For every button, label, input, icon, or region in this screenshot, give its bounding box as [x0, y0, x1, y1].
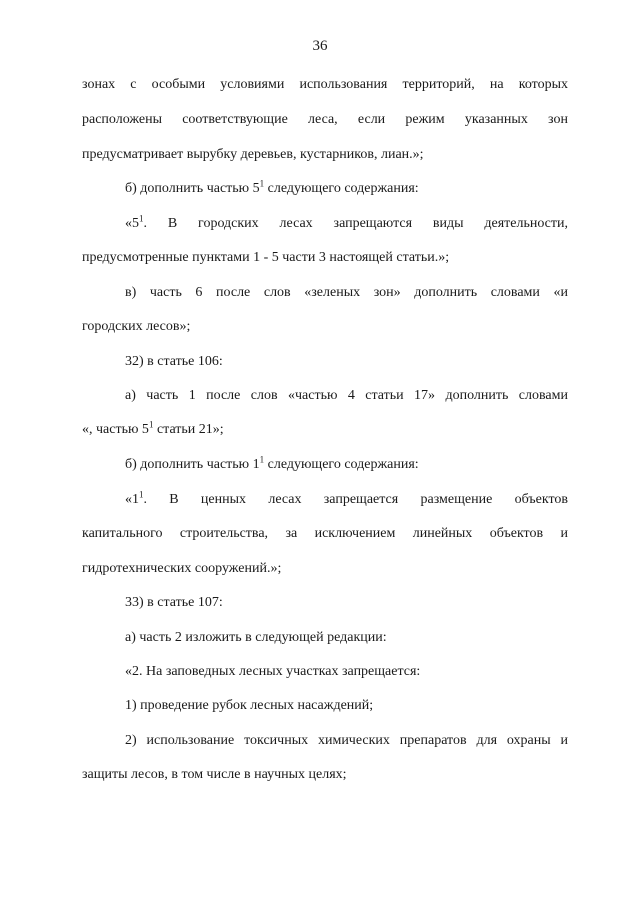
text-fragment: «, частью 5 — [82, 422, 149, 437]
text-line-3: предусматривает вырубку деревьев, кустарников, лиан.»; — [82, 147, 424, 162]
superscript: 1 — [148, 419, 154, 430]
text-line-7: в) часть 6 после слов «зеленых зон» дополнить словами «и — [125, 285, 568, 300]
text-line-4 — [125, 180, 419, 198]
text-line-19: 1) проведение рубок лесных насаждений; — [125, 698, 374, 713]
text-fragment: следующего содержания: — [264, 181, 419, 196]
superscript: 1 — [259, 178, 265, 189]
superscript: 1 — [139, 489, 144, 500]
text-line-11 — [82, 421, 224, 439]
text-fragment: б) дополнить частью 1 — [125, 457, 260, 472]
text-line-2: расположены соответствующие леса, если режим указанных зон — [82, 112, 568, 127]
superscript: 1 — [139, 213, 144, 224]
text-fragment: . В ценных лесах запрещается размещение объектов — [143, 492, 568, 507]
text-line-1: зонах с особыми условиями использования территорий, на которых — [82, 77, 568, 92]
text-line-15: гидротехнических сооружений.»; — [82, 561, 282, 576]
text-line-6: предусмотренные пунктами 1 - 5 части 3 настоящей статьи.»; — [82, 250, 450, 265]
superscript: 1 — [259, 454, 265, 465]
text-line-8: городских лесов»; — [82, 319, 191, 334]
text-line-13 — [125, 491, 568, 509]
text-line-9: 32) в статье 106: — [125, 354, 223, 369]
text-fragment: статьи 21»; — [153, 422, 224, 437]
page-number: 36 — [312, 38, 328, 54]
text-line-20: 2) использование токсичных химических препаратов для охраны и — [125, 733, 568, 748]
text-line-12 — [125, 456, 419, 474]
text-line-21: защиты лесов, в том числе в научных целях; — [82, 767, 347, 782]
text-fragment: . В городских лесах запрещаются виды деятельности, — [143, 216, 568, 231]
text-line-5 — [125, 215, 568, 233]
text-fragment: «1 — [125, 492, 139, 507]
text-fragment: «5 — [125, 216, 139, 231]
text-line-18: «2. На заповедных лесных участках запрещается: — [125, 664, 421, 679]
text-fragment: следующего содержания: — [264, 457, 419, 472]
text-line-10: а) часть 1 после слов «частью 4 статьи 17» дополнить словами — [125, 388, 568, 403]
text-line-16: 33) в статье 107: — [125, 595, 223, 610]
text-fragment: б) дополнить частью 5 — [125, 181, 260, 196]
text-line-14: капитального строительства, за исключением линейных объектов и — [82, 526, 568, 541]
text-line-17: а) часть 2 изложить в следующей редакции: — [125, 630, 387, 645]
